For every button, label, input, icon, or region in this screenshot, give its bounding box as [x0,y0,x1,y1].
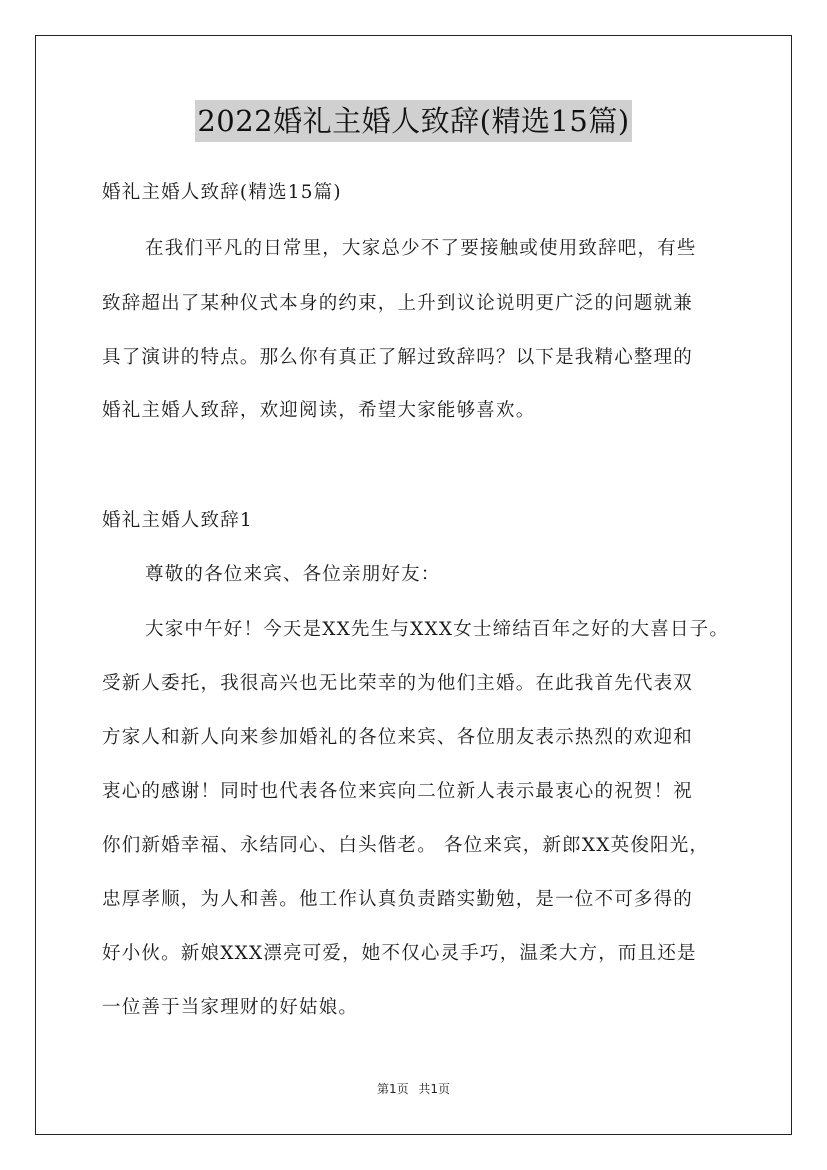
page-number: 第1页 [376,1082,409,1096]
body-line-6: 忠厚孝顺，为人和善。他工作认真负责踏实勤勉，是一位不可多得的 [102,889,694,910]
body-line-8: 一位善于当家理财的好姑娘。 [102,997,359,1018]
intro-line-1: 在我们平凡的日常里，大家总少不了要接触或使用致辞吧，有些 [145,238,697,259]
page-footer [0,1081,827,1097]
title-container [0,100,827,142]
body-line-7: 好小伙。新娘XXX漂亮可爱，她不仅心灵手巧，温柔大方，而且还是 [102,943,697,964]
body-line-5: 你们新婚幸福、永结同心、白头偕老。 各位来宾，新郎XX英俊阳光， [102,835,710,856]
section-heading: 婚礼主婚人致辞1 [102,510,253,531]
intro-line-4: 婚礼主婚人致辞，欢迎阅读，希望大家能够喜欢。 [102,400,536,421]
body-line-2: 受新人委托，我很高兴也无比荣幸的为他们主婚。在此我首先代表双 [102,673,694,694]
body-line-1: 大家中午好！今天是XX先生与XXX女士缔结百年之好的大喜日子。 [145,619,730,640]
document-subtitle: 婚礼主婚人致辞(精选15篇) [102,182,342,203]
page-total: 共1页 [418,1082,451,1096]
intro-line-3: 具了演讲的特点。那么你有真正了解过致辞吗？以下是我精心整理的 [102,347,694,368]
salutation: 尊敬的各位来宾、各位亲朋好友： [145,564,441,585]
document-title: 2022婚礼主婚人致辞(精选15篇) [195,100,631,142]
body-line-4: 衷心的感谢！同时也代表各位来宾向二位新人表示最衷心的祝贺！祝 [102,781,694,802]
body-line-3: 方家人和新人向来参加婚礼的各位来宾、各位朋友表示热烈的欢迎和 [102,727,694,748]
intro-line-2: 致辞超出了某种仪式本身的约束，上升到议论说明更广泛的问题就兼 [102,293,694,314]
